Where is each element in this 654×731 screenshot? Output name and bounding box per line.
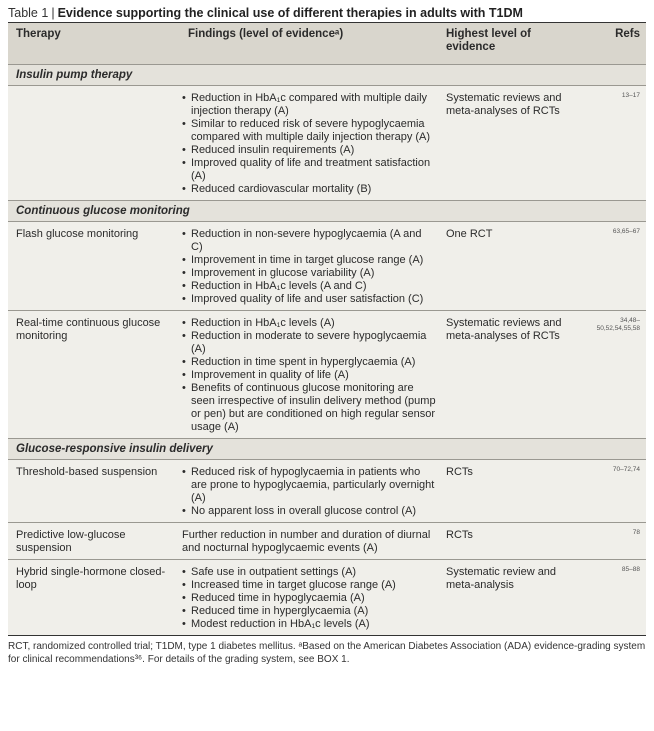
table-row [8, 460, 646, 523]
finding-item: • Similar to reduced risk of severe hypoglycaemia compared with multiple daily injection therapy (A) [182, 118, 436, 144]
finding-item: • Reduced insulin requirements (A) [182, 144, 436, 157]
findings-cell [180, 460, 438, 523]
header-findings: Findings (level of evidenceᵃ) [180, 23, 438, 65]
finding-item: • Improvement in glucose variability (A) [182, 267, 436, 280]
findings-cell [180, 222, 438, 311]
refs-cell: 85–88 [586, 560, 646, 636]
therapy-cell: Real-time continuous glucose monitoring [8, 311, 180, 439]
findings-cell: Further reduction in number and duration of diurnal and nocturnal hypoglycaemic events (A) [180, 523, 438, 560]
table-row [8, 311, 646, 439]
findings-list [182, 566, 436, 631]
finding-item: • Improvement in time in target glucose range (A) [182, 254, 436, 267]
finding-item: • Safe use in outpatient settings (A) [182, 566, 436, 579]
table-bottom-rule [8, 635, 646, 636]
therapy-cell: Hybrid single-hormone closed-loop [8, 560, 180, 636]
highest-level-cell: RCTs [438, 523, 586, 560]
findings-list [182, 228, 436, 306]
header-therapy: Therapy [8, 23, 180, 65]
refs-cell: 70–72,74 [586, 460, 646, 523]
finding-item: • Reduction in non-severe hypoglycaemia (A and C) [182, 228, 436, 254]
findings-list [182, 466, 436, 518]
highest-level-cell: RCTs [438, 460, 586, 523]
finding-item: • Improved quality of life and user satisfaction (C) [182, 293, 436, 306]
therapy-cell: Flash glucose monitoring [8, 222, 180, 311]
finding-item: • Reduced time in hyperglycaemia (A) [182, 605, 436, 618]
findings-list [182, 92, 436, 196]
findings-cell [180, 86, 438, 201]
header-row [8, 23, 646, 65]
title-separator: | [51, 6, 55, 20]
section-row [8, 65, 646, 86]
finding-item: • Reduction in moderate to severe hypoglycaemia (A) [182, 330, 436, 356]
finding-item: • Increased time in target glucose range (A) [182, 579, 436, 592]
highest-level-cell: Systematic reviews and meta-analyses of RCTs [438, 311, 586, 439]
finding-item: • No apparent loss in overall glucose control (A) [182, 505, 436, 518]
section-row [8, 201, 646, 222]
finding-item: • Reduction in HbA₁c levels (A and C) [182, 280, 436, 293]
finding-item: • Reduction in HbA₁c compared with multiple daily injection therapy (A) [182, 92, 436, 118]
finding-item: • Reduced risk of hypoglycaemia in patients who are prone to hypoglycaemia, particularly overnight (A) [182, 466, 436, 505]
finding-item: • Reduction in HbA₁c levels (A) [182, 317, 436, 330]
therapy-cell: Threshold-based suspension [8, 460, 180, 523]
section-row [8, 439, 646, 460]
finding-item: • Benefits of continuous glucose monitoring are seen irrespective of insulin delivery method (pump or pen) but are conditioned on high regular sensor usage (A) [182, 382, 436, 434]
highest-level-cell: Systematic review and meta-analysis [438, 560, 586, 636]
evidence-table [8, 23, 646, 635]
findings-cell [180, 560, 438, 636]
section-title: Glucose-responsive insulin delivery [8, 439, 646, 460]
finding-item: • Modest reduction in HbA₁c levels (A) [182, 618, 436, 631]
refs-cell: 34,48–50,52,54,55,58 [586, 311, 646, 439]
refs-cell: 63,65–67 [586, 222, 646, 311]
highest-level-cell: Systematic reviews and meta-analyses of RCTs [438, 86, 586, 201]
finding-item: • Improved quality of life and treatment satisfaction (A) [182, 157, 436, 183]
table-title [8, 3, 648, 23]
section-title: Insulin pump therapy [8, 65, 646, 86]
refs-cell: 13–17 [586, 86, 646, 201]
table-row [8, 222, 646, 311]
findings-cell [180, 311, 438, 439]
table-row [8, 523, 646, 560]
therapy-cell: Predictive low-glucose suspension [8, 523, 180, 560]
header-refs: Refs [586, 23, 646, 65]
table-caption: Evidence supporting the clinical use of different therapies in adults with T1DM [57, 6, 523, 20]
table-row [8, 560, 646, 636]
table-footnote: RCT, randomized controlled trial; T1DM, type 1 diabetes mellitus. ᵃBased on the American Diabetes Association (ADA) evidence-grading system for clinical recommendations³⁶. For details of the grading system, see BOX 1. [8, 641, 646, 665]
finding-item: • Improvement in quality of life (A) [182, 369, 436, 382]
findings-list [182, 317, 436, 434]
section-title: Continuous glucose monitoring [8, 201, 646, 222]
refs-cell: 78 [586, 523, 646, 560]
header-highest-level: Highest level of evidence [438, 23, 586, 65]
table-row [8, 86, 646, 201]
finding-item: • Reduced time in hypoglycaemia (A) [182, 592, 436, 605]
highest-level-cell: One RCT [438, 222, 586, 311]
finding-item: • Reduction in time spent in hyperglycaemia (A) [182, 356, 436, 369]
table-label: Table 1 [8, 6, 49, 20]
finding-item: • Reduced cardiovascular mortality (B) [182, 183, 436, 196]
therapy-cell [8, 86, 180, 201]
